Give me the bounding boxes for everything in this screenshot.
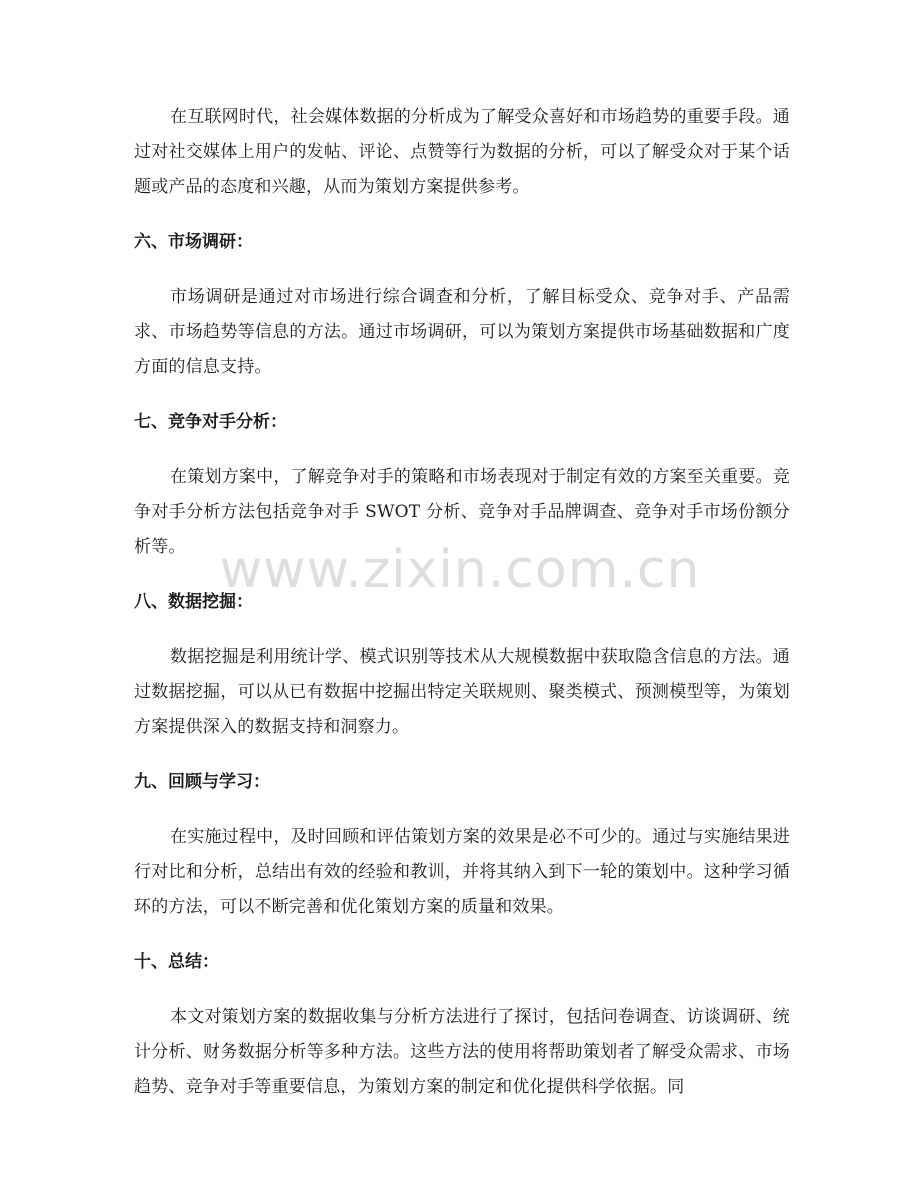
section-heading-10: 十、总结： <box>134 952 219 972</box>
section-body-8: 数据挖掘是利用统计学、模式识别等技术从大规模数据中获取隐含信息的方法。通过数据挖掘，可以从已有数据中挖掘出特定关联规则、聚类模式、预测模型等，为策划方案提供深入的数据支持和洞察力。 <box>134 647 790 737</box>
section-heading-8: 八、数据挖掘： <box>134 592 253 612</box>
section-body-9: 在实施过程中，及时回顾和评估策划方案的效果是必不可少的。通过与实施结果进行对比和分析，总结出有效的经验和教训，并将其纳入到下一轮的策划中。这种学习循环的方法，可以不断完善和优化策划方案的质量和效果。 <box>134 827 790 917</box>
section-heading-9: 九、回顾与学习： <box>134 772 270 792</box>
section-body-6: 市场调研是通过对市场进行综合调查和分析，了解目标受众、竞争对手、产品需求、市场趋势等信息的方法。通过市场调研，可以为策划方案提供市场基础数据和广度方面的信息支持。 <box>134 287 790 377</box>
section-body-10: 本文对策划方案的数据收集与分析方法进行了探讨，包括问卷调查、访谈调研、统计分析、财务数据分析等多种方法。这些方法的使用将帮助策划者了解受众需求、市场趋势、竞争对手等重要信息，为策划方案的制定和优化提供科学依据。同 <box>134 1007 790 1097</box>
intro-paragraph: 在互联网时代，社会媒体数据的分析成为了解受众喜好和市场趋势的重要手段。通过对社交媒体上用户的发帖、评论、点赞等行为数据的分析，可以了解受众对于某个话题或产品的态度和兴趣，从而为策划方案提供参考。 <box>134 107 790 197</box>
document-page <box>134 100 790 1105</box>
section-heading-7: 七、竞争对手分析： <box>134 412 287 432</box>
section-body-7: 在策划方案中，了解竞争对手的策略和市场表现对于制定有效的方案至关重要。竞争对手分析方法包括竞争对手 SWOT 分析、竞争对手品牌调查、竞争对手市场份额分析等。 <box>134 467 790 557</box>
watermark: www.zixin.com.cn <box>219 540 701 600</box>
section-heading-6: 六、市场调研： <box>134 232 253 252</box>
